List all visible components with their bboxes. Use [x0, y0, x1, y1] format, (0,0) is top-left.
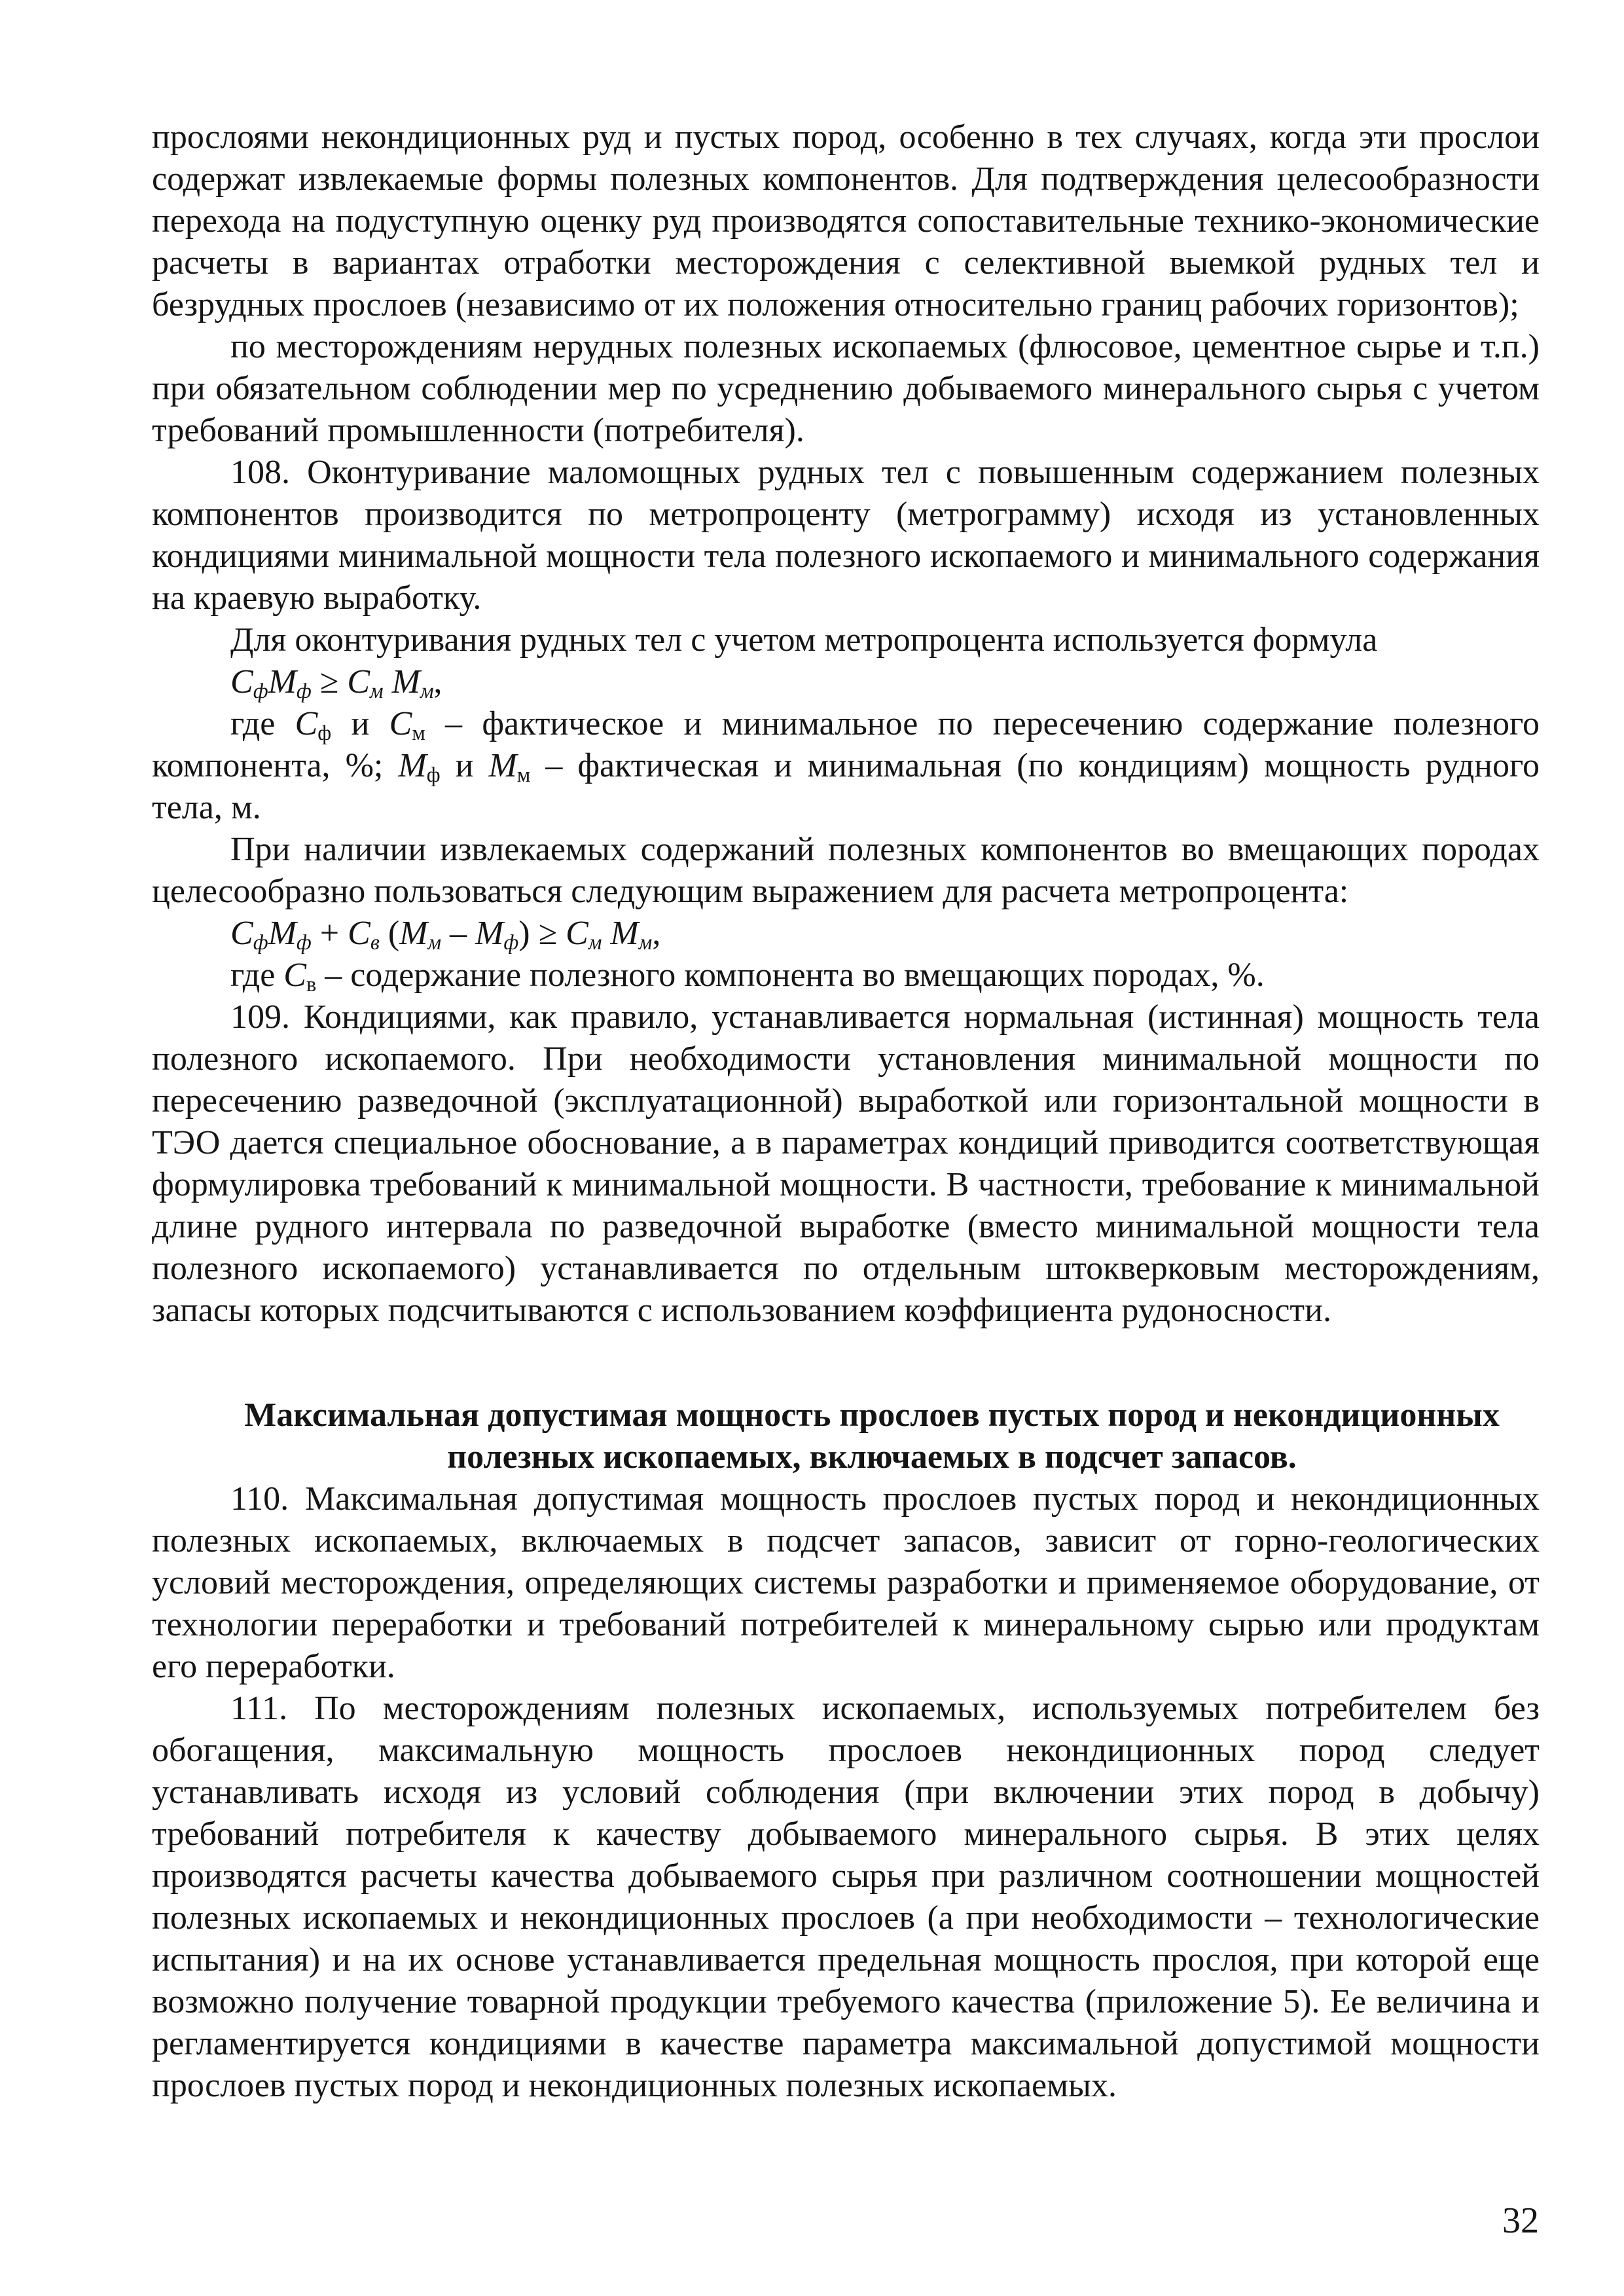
- formula-metropercent: $C_фM_ф \ge C_м$ $M_м$,: [230, 663, 442, 703]
- paragraph-111: 111. По месторождениям полезных ископаемых, используемых потребителем без обогащения, максимальную мощность прослоев некондиционных пород следует устанавливать исходя из условий соблюдения (при включении этих пород в добычу) требований потребителя к качеству добываемого минерального сырья. В этих целях производятся расчеты качества добываемого сырья при различном соотношении мощностей полезных ископаемых и некондиционных прослоев (а при необходимости – технологические испытания) и на их основе устанавливается предельная мощность прослоя, при которой еще возможно получение товарной продукции требуемого качества (приложение 5). Ее величина и регламентируется кондициями в качестве параметра максимальной допустимой мощности прослоев пустых пород и некондиционных полезных ископаемых.: [152, 1690, 1540, 2104]
- paragraph-110: 110. Максимальная допустимая мощность прослоев пустых пород и некондиционных полезных ископаемых, включаемых в подсчет запасов, зависит от горно-геологических условий месторождения, определяющих системы разработки и применяемое оборудование, от технологии переработки и требований потребителей к минеральному сырью или продуктам его переработки.: [152, 1480, 1540, 1685]
- document-page: [152, 117, 1540, 2107]
- formula-host-rock: $C_фM_ф + C_в$ $(M_м - M_ф) \ge C_м$ $M_м$,: [230, 915, 661, 955]
- page-number: 32: [1502, 2200, 1539, 2241]
- paragraph-109: 109. Кондициями, как правило, устанавливается нормальная (истинная) мощность тела полезного ископаемого. При необходимости установления минимальной мощности по пересечению разведочной (эксплуатационной) выработкой или горизонтальной мощности в ТЭО дается специальное обоснование, а в параметрах кондиций приводится соответствующая формулировка требований к минимальной мощности. В частности, требование к минимальной длине рудного интервала по разведочной выработке (вместо минимальной мощности тела полезного ископаемого) устанавливается по отдельным штокверковым месторождениям, запасы которых подсчитываются с использованием коэффициента рудоносности.: [152, 998, 1540, 1329]
- section-heading-line-1: Максимальная допустимая мощность прослоев пустых пород и некондиционных: [244, 1396, 1500, 1434]
- formula-intro: Для оконтуривания рудных тел с учетом метропроцента используется формула: [230, 621, 1378, 659]
- section-heading: [152, 1394, 1540, 1478]
- paragraph-108: 108. Оконтуривание маломощных рудных тел с повышенным содержанием полезных компонентов производится по метропроценту (метрограмму) исходя из установленных кондициями минимальной мощности тела полезного ископаемого и минимального содержания на краевую выработку.: [152, 454, 1540, 617]
- section-heading-line-2: полезных ископаемых, включаемых в подсчет запасов.: [447, 1438, 1297, 1476]
- formula-host-rock-definition: где $C_в$ – содержание полезного компонента во вмещающих породах, %.: [230, 957, 1265, 996]
- paragraph-host-rock: При наличии извлекаемых содержаний полезных компонентов во вмещающих породах целесообразно пользоваться следующим выражением для расчета метропроцента:: [152, 831, 1540, 910]
- paragraph-1: прослоями некондиционных руд и пустых пород, особенно в тех случаях, когда эти прослои содержат извлекаемые формы полезных компонентов. Для подтверждения целесообразности перехода на подуступную оценку руд производятся сопоставительные технико-экономические расчеты в вариантах отработки месторождения с селективной выемкой рудных тел и безрудных прослоев (независимо от их положения относительно границ рабочих горизонтов);: [152, 118, 1540, 323]
- formula-definitions: где $C_ф$ и $C_м$ – фактическое и минимальное по пересечению содержание полезного компонента, %; $M_ф$ и $M_м$ – фактическая и минимальная (по кондициям) мощность рудного тела, м.: [152, 705, 1540, 826]
- paragraph-2: по месторождениям нерудных полезных ископаемых (флюсовое, цементное сырье и т.п.) при обязательном соблюдении мер по усреднению добываемого минерального сырья с учетом требований промышленности (потребителя).: [152, 328, 1540, 449]
